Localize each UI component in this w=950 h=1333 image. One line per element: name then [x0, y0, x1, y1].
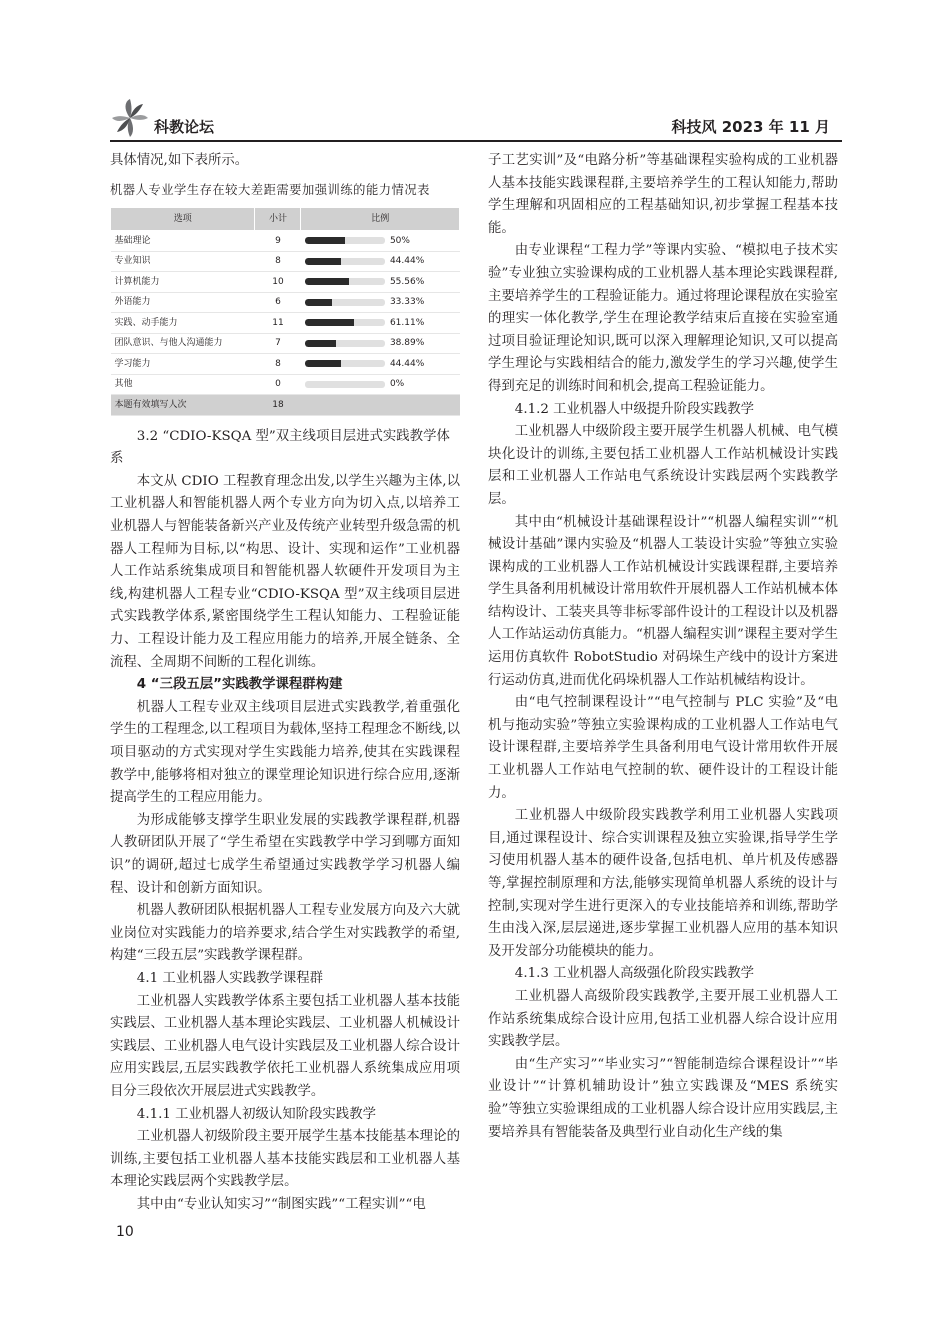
row-ratio	[301, 272, 460, 293]
paragraph: 工业机器人初级阶段主要开展学生基本技能基本理论的训练,主要包括工业机器人基本技能实践层和工业机器人基本理论实践层两个实践教学层。	[110, 1129, 460, 1190]
section-4-1-2-title: 4.1.2 工业机器人中级提升阶段实践教学	[514, 401, 754, 417]
row-ratio	[301, 354, 460, 375]
page-header	[110, 98, 840, 138]
ratio-percent: 44.44%	[389, 256, 425, 267]
table-header-row	[111, 208, 460, 231]
footer-empty	[301, 395, 460, 416]
ratio-percent: 61.11%	[389, 317, 425, 328]
table-footer-row	[111, 395, 460, 416]
row-label: 学习能力	[111, 354, 255, 375]
header-ratio: 比例	[301, 208, 460, 231]
section-4-1-1-title: 4.1.1 工业机器人初级认知阶段实践教学	[136, 1106, 376, 1122]
page-number: 10	[116, 1224, 134, 1240]
paragraph: 工业机器人中级阶段主要开展学生机器人机械、电气模块化设计的训练,主要包括工业机器人工作站机械设计实践层和工业机器人工作站电气系统设计实践层两个实践教学层。	[488, 424, 838, 507]
row-ratio	[301, 292, 460, 313]
row-count: 7	[255, 333, 301, 354]
paragraph: 工业机器人实践教学体系主要包括工业机器人基本技能实践层、工业机器人基本理论实践层、工业机器人机械设计实践层、工业机器人电气设计实践层及工业机器人综合设计应用实践层,五层实践教学依托工业机器人系统集成应用项目分三段依次开展层进式实践教学。	[110, 993, 460, 1099]
section-4-1-3-title: 4.1.3 工业机器人高级强化阶段实践教学	[514, 966, 754, 982]
paragraph: 为形成能够支撑学生职业发展的实践教学课程群,机器人教研团队开展了“学生希望在实践教学中学习到哪方面知识”的调研,超过七成学生希望通过实践教学学习机器人编程、设计和创新方面知识。	[110, 812, 460, 896]
row-count: 6	[255, 292, 301, 313]
paragraph: 其中由“机械设计基础课程设计”“机器人编程实训”“机械设计基础”课内实验及“机器人工装设计实验”等独立实验课构成的工业机器人工作站机械设计实践课程群,主要培养学生具备利用机械设计常用软件开展机器人工作站机械本体结构设计、工装夹具等非标零部件设计的工程设计以及机器人工作站运动仿真能力。“机器人编程实训”课程主要对学生运用仿真软件 RobotStudio 对码垛生产线中的设计方案进行运动仿真,进而优化码垛机器人工作站机械结构设计。	[488, 514, 838, 688]
table-row	[111, 251, 460, 272]
table-row	[111, 374, 460, 395]
paragraph: 由“电气控制课程设计”“电气控制与 PLC 实验”及“电机与拖动实验”等独立实验课构成的工业机器人工作站电气设计课程群,主要培养学生具备利用电气设计常用软件开展工业机器人工作站电气控制的软、硬件设计的工程设计能力。	[488, 695, 838, 801]
paragraph: 机器人教研团队根据机器人工程专业发展方向及六大就业岗位对实践能力的培养要求,结合学生对实践教学的希望,构建“三段五层”实践教学课程群。	[110, 903, 460, 964]
header-rule	[110, 140, 842, 142]
ratio-bar-track	[305, 340, 385, 347]
row-label: 团队意识、与他人沟通能力	[111, 333, 255, 354]
ratio-bar-fill	[305, 278, 349, 285]
footer-count: 18	[255, 395, 301, 416]
table-row	[111, 313, 460, 334]
paragraph: 机器人工程专业双主线项目层进式实践教学,着重强化学生的工程理念,以工程项目为载体,坚持工程理念不断线,以项目驱动的方式实现对学生实践能力培养,使其在实践课程教学中,能够将相对独立的课堂理论知识进行综合应用,逐渐提高学生的工程应用能力。	[110, 699, 460, 806]
right-column	[488, 150, 838, 1144]
row-label: 计算机能力	[111, 272, 255, 293]
journal-logo-icon	[110, 98, 150, 138]
paragraph: 本文从 CDIO 工程教育理念出发,以学生兴趣为主体,以工业机器人和智能机器人两个专业方向为切入点,以培养工业机器人与智能装备新兴产业及传统产业转型升级急需的机器人工程师为目标,以“构思、设计、实现和运作”工业机器人工作站系统集成项目和智能机器人软硬件开发项目为主线,构建机器人工程专业“CDIO-KSQA 型”双主线项目层进式实践教学体系,紧密围绕学生工程认知能力、工程验证能力、工程设计能力及工程应用能力的培养,开展全链条、全流程、全周期不间断的工程化训练。	[110, 473, 460, 670]
row-ratio	[301, 231, 460, 252]
journal-section-title: 科教论坛	[154, 118, 215, 136]
intro-paragraph: 具体情况,如下表所示。	[110, 153, 249, 168]
section-4-title: 4 “三段五层”实践教学课程群构建	[136, 677, 343, 693]
header-count: 小计	[255, 208, 301, 231]
ratio-bar-fill	[305, 319, 354, 326]
row-ratio	[301, 251, 460, 272]
paragraph: 子工艺实训”及“电路分析”等基础课程实验构成的工业机器人基本技能实践课程群,主要培养学生的工程认知能力,帮助学生理解和巩固相应的工程基础知识,初步掌握工程基本技能。	[488, 153, 838, 236]
section-3-2-title: 3.2 “CDIO-KSQA 型”双主线项目层进式实践教学体系	[110, 428, 450, 467]
row-ratio	[301, 333, 460, 354]
ratio-bar-track	[305, 360, 385, 367]
row-label: 实践、动手能力	[111, 313, 255, 334]
journal-issue: 科技风 2023 年 11 月	[671, 118, 830, 136]
ratio-bar-fill	[305, 299, 332, 306]
ratio-percent: 55.56%	[389, 276, 425, 287]
paragraph: 由“生产实习”“毕业实习”“智能制造综合课程设计”“毕业设计”“计算机辅助设计”独立实践课及“MES 系统实验”等独立实验课组成的工业机器人综合设计应用实践层,主要培养具有智能装备及典型行业自动化生产线的集	[488, 1056, 838, 1140]
ratio-bar-track	[305, 237, 385, 244]
ratio-bar-fill	[305, 237, 345, 244]
ratio-bar-track	[305, 299, 385, 306]
footer-label: 本题有效填写人次	[111, 395, 255, 416]
ratio-bar-fill	[305, 258, 341, 265]
row-ratio	[301, 374, 460, 395]
table-row	[111, 354, 460, 375]
ratio-bar-fill	[305, 360, 341, 367]
ratio-percent: 44.44%	[389, 358, 425, 369]
ratio-bar-track	[305, 319, 385, 326]
row-label: 其他	[111, 374, 255, 395]
paragraph: 工业机器人高级阶段实践教学,主要开展工业机器人工作站系统集成综合设计应用,包括工业机器人综合设计应用实践教学层。	[488, 988, 838, 1050]
survey-table	[110, 207, 460, 416]
row-label: 基础理论	[111, 231, 255, 252]
row-count: 9	[255, 231, 301, 252]
table-row	[111, 231, 460, 252]
table-row	[111, 292, 460, 313]
ratio-percent: 0%	[389, 379, 405, 390]
ratio-percent: 38.89%	[389, 338, 425, 349]
header-option: 选项	[111, 208, 255, 231]
ratio-bar-track	[305, 278, 385, 285]
table-row	[111, 272, 460, 293]
row-count: 8	[255, 354, 301, 375]
ratio-bar-track	[305, 381, 385, 388]
table-row	[111, 333, 460, 354]
row-count: 8	[255, 251, 301, 272]
paragraph: 由专业课程“工程力学”等课内实验、“模拟电子技术实验”专业独立实验课构成的工业机器人基本理论实践课程群,主要培养学生的工程验证能力。通过将理论课程放在实验室的理实一体化教学,学生在理论教学结束后直接在实验室通过项目验证理论知识,既可以深入理解理论知识,又可以提高学生理论与实践相结合的能力,激发学生的学习兴趣,使学生得到充足的训练时间和机会,提高工程验证能力。	[488, 243, 838, 394]
paragraph: 其中由“专业认知实习”“制图实践”“工程实训”“电	[136, 1196, 426, 1212]
table-caption: 机器人专业学生存在较大差距需要加强训练的能力情况表	[110, 182, 430, 197]
row-label: 外语能力	[111, 292, 255, 313]
section-4-1-title: 4.1 工业机器人实践教学课程群	[136, 970, 324, 986]
left-column	[110, 150, 460, 1216]
ratio-percent: 33.33%	[389, 297, 425, 308]
row-count: 11	[255, 313, 301, 334]
row-count: 0	[255, 374, 301, 395]
ratio-percent: 50%	[389, 235, 410, 246]
row-label: 专业知识	[111, 251, 255, 272]
row-count: 10	[255, 272, 301, 293]
ratio-bar-fill	[305, 340, 336, 347]
paragraph: 工业机器人中级阶段实践教学利用工业机器人实践项目,通过课程设计、综合实训课程及独立实验课,指导学生学习使用机器人基本的硬件设备,包括电机、单片机及传感器等,掌握控制原理和方法,能够实现简单机器人系统的设计与控制,实现对学生进行更深入的专业技能培养和训练,帮助学生由浅入深,层层递进,逐步掌握工业机器人应用的基本知识及开发部分功能模块的能力。	[488, 808, 838, 959]
row-ratio	[301, 313, 460, 334]
ratio-bar-track	[305, 258, 385, 265]
